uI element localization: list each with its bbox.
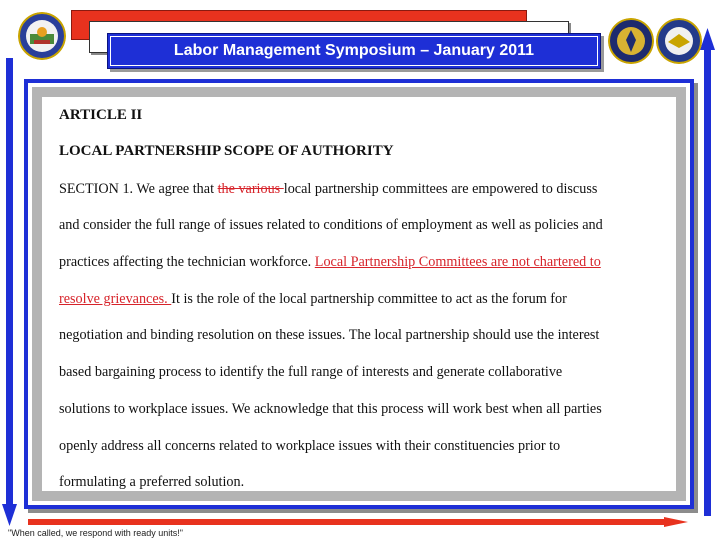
- document-frame: [24, 79, 694, 509]
- paragraph-line-2: and consider the full range of issues related to conditions of employment as well as policies and: [59, 217, 603, 233]
- national-guard-seal-icon: [608, 18, 654, 64]
- page-title: Labor Management Symposium – January 2011: [110, 36, 598, 66]
- footer-motto: "When called, we respond with ready units!": [8, 528, 183, 538]
- paragraph-line-1: SECTION 1. We agree that the various local partnership committees are empowered to discuss: [59, 181, 598, 197]
- document-frame-border: [32, 87, 686, 501]
- bottom-right-arrow: [28, 517, 688, 527]
- state-seal-icon: [18, 12, 66, 60]
- air-guard-seal-icon: [656, 18, 702, 64]
- paragraph-line-4: resolve grievances. It is the role of the local partnership committee to act as the forum for: [59, 291, 567, 307]
- paragraph-line-8: openly address all concerns related to workplace issues with their constituencies prior to: [59, 438, 561, 454]
- inserted-text-continued: resolve grievances.: [59, 291, 172, 307]
- title-banner: [107, 33, 601, 69]
- paragraph-line-6: based bargaining process to identify the full range of interests and generate collaborative: [59, 364, 563, 380]
- inserted-text: Local Partnership Committees are not chartered to: [314, 254, 601, 270]
- paragraph-line-9: formulating a preferred solution.: [59, 474, 245, 490]
- document-excerpt: [42, 97, 676, 491]
- struck-text: the various: [217, 181, 284, 197]
- article-heading: ARTICLE II: [59, 107, 143, 123]
- section-heading: LOCAL PARTNERSHIP SCOPE OF AUTHORITY: [59, 143, 394, 159]
- paragraph-line-5: negotiation and binding resolution on these issues. The local partnership should use the interest: [59, 327, 600, 343]
- right-up-arrow: [700, 28, 716, 518]
- paragraph-line-3: practices affecting the technician workforce. Local Partnership Committees are not chartered to: [59, 254, 601, 270]
- paragraph-line-7: solutions to workplace issues. We acknowledge that this process will work best when all parties: [59, 401, 602, 417]
- left-down-arrow: [2, 58, 18, 528]
